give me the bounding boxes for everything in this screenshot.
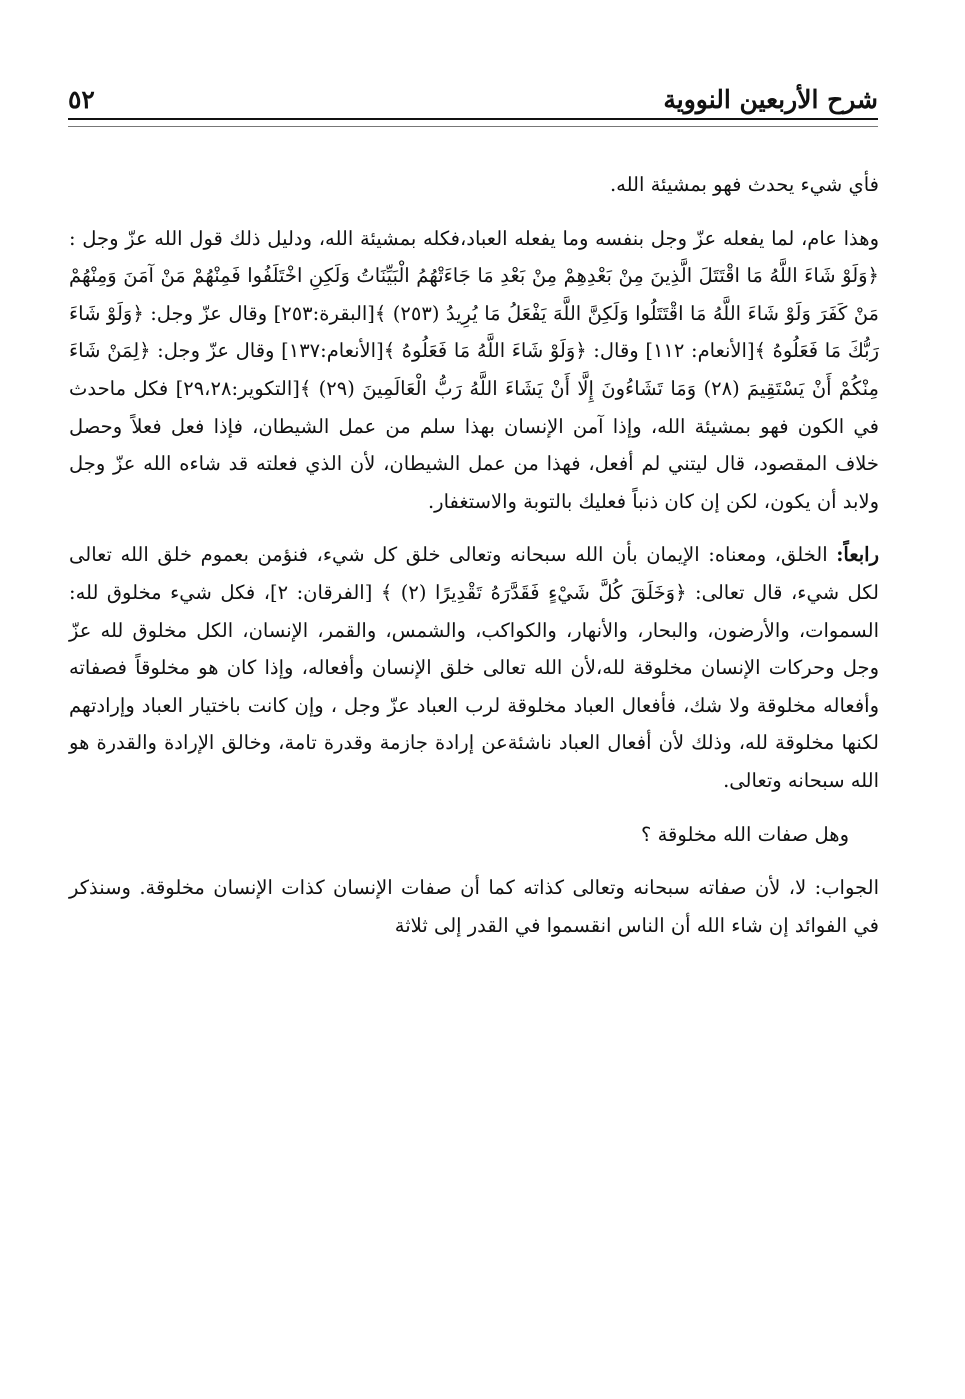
paragraph-fourth-text: الخلق، ومعناه: الإيمان بأن الله سبحانه وتعالى خلق كل شيء، فنؤمن بعموم خلق الله تعالى لكل شيء، قال تعالى: ﴿وَخَلَقَ كُلَّ شَيْءٍ فَقَدَّرَهُ تَقْدِيرًا (٢) ﴾ [الفرقان: ٢]، فكل شيء مخلوق لله: السموات، والأرضون، والبحار، والأنهار، والكواكب، والشمس، والقمر، الإنسان، الكل مخلوق لله عزّ وجل وحركات الإنسان مخلوقة لله،لأن الله تعالى خلق الإنسان وأفعاله، وإذا كان هو مخلوقاً فصفاته وأفعاله مخلوقة ولا شك، فأفعال العباد مخلوقة لرب العباد عزّ وجل ، وإن كانت باختيار العباد وإرادتهم لكنها مخلوقة لله، وذلك لأن أفعال العباد ناشئةعن إرادة جازمة وقدرة تامة، وخالق الإرادة والقدرة هو الله سبحانه وتعالى. (69, 543, 880, 792)
page-number: ٥٢ (68, 85, 95, 114)
paragraph-fourth-creation (69, 536, 879, 799)
header-divider (68, 118, 878, 127)
paragraph-will-of-allah: فأي شيء يحدث فهو بمشيئة الله. (609, 173, 879, 196)
page-body (69, 166, 879, 960)
running-header (68, 84, 878, 120)
paragraph-answer: الجواب: لا، لأن صفاته سبحانه وتعالى كذاته كما أن صفات الإنسان كذات الإنسان مخلوقة. وسنذكر في الفوائد إن شاء الله أن الناس انقسموا في القدر إلى ثلاثة (69, 876, 879, 937)
book-title: شرح الأربعين النووية (663, 85, 878, 114)
paragraph-evidence-verses: وهذا عام، لما يفعله عزّ وجل بنفسه وما يفعله العباد،فكله بمشيئة الله، ودليل ذلك قول الله عزّ وجل : ﴿وَلَوْ شَاءَ اللَّهُ مَا اقْتَتَلَ الَّذِينَ مِنْ بَعْدِهِمْ مِنْ بَعْدِ مَا جَاءَتْهُمُ الْبَيِّنَاتُ وَلَكِنِ اخْتَلَفُوا فَمِنْهُمْ مَنْ آمَنَ وَمِنْهُمْ مَنْ كَفَرَ وَلَوْ شَاءَ اللَّهُ مَا اقْتَتَلُوا وَلَكِنَّ اللَّهَ يَفْعَلُ مَا يُرِيدُ (٢٥٣) ﴾[البقرة:٢٥٣] وقال عزّ وجل: ﴿وَلَوْ شَاءَ رَبُّكَ مَا فَعَلُوهُ ﴾[الأنعام: ١١٢] وقال: ﴿وَلَوْ شَاءَ اللَّهُ مَا فَعَلُوهُ ﴾[الأنعام:١٣٧] وقال عزّ وجل: ﴿لِمَنْ شَاءَ مِنْكُمْ أَنْ يَسْتَقِيمَ (٢٨) وَمَا تَشَاءُونَ إِلَّا أَنْ يَشَاءَ اللَّهُ رَبُّ الْعَالَمِينَ (٢٩) ﴾[التكوير:٢٩،٢٨] فكل ماحدث في الكون فهو بمشيئة الله، وإذا آمن الإنسان بهذا سلم من عمل الشيطان، فإذا فعل فعلاً وحصل خلاف المقصود، قال ليتني لم أفعل، فهذا من عمل الشيطان، لأن الذي فعلته قد شاءه الله عزّ وجل ولابد أن يكون، لكن إن كان ذنباً فعليك بالتوبة والاستغفار. (69, 226, 880, 513)
paragraph-question: وهل صفات الله مخلوقة ؟ (641, 822, 849, 846)
section-lead-fourth: رابعاً: (836, 543, 879, 567)
